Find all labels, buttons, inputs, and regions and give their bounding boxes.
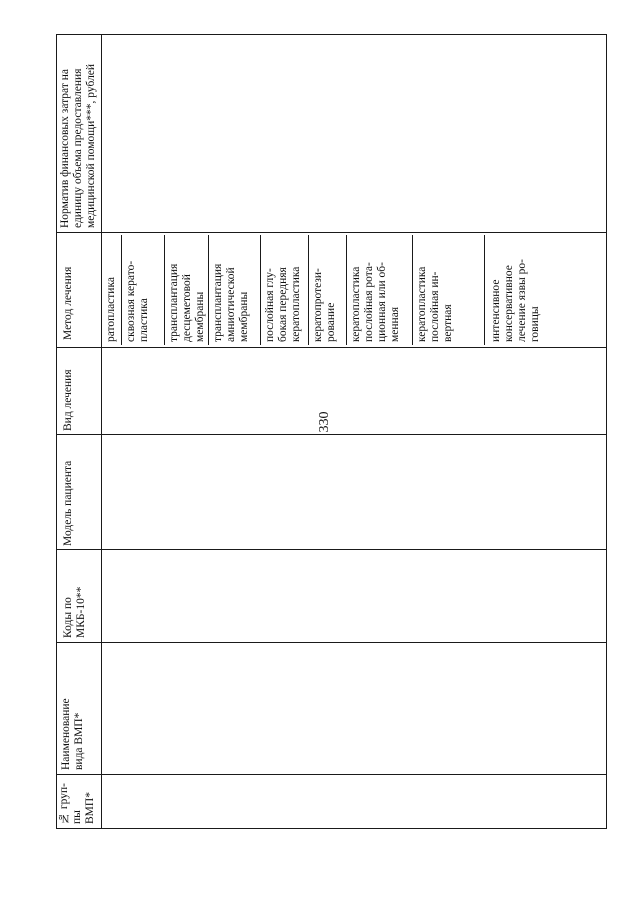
col-separator-4 (56, 549, 607, 550)
method-item: интенсивное консервативное лечение язвы ро- говицы (490, 259, 541, 342)
col-separator-3 (56, 434, 607, 435)
method-item: сквозная керато- пластика (125, 260, 150, 342)
table-border-right (606, 34, 607, 829)
method-item: кератопластика послойная ин- вертная (416, 266, 454, 342)
col-separator-5 (56, 642, 607, 643)
header-vmp-name: Наименование вида ВМП* (60, 698, 85, 770)
method-item: трансплантация амниотической мембраны (212, 263, 250, 342)
method-cell-border (164, 235, 165, 345)
col-separator-6 (56, 774, 607, 775)
method-item: кератопротези- рование (312, 268, 337, 342)
header-cost-standard: Норматив финансовых затрат на единицу объема предоставления медицинской помощи***, рублей (59, 63, 97, 228)
header-icd-codes: Коды по МКБ-10** (62, 586, 87, 638)
header-patient-model: Модель пациента (62, 460, 74, 546)
method-item: ратопластика (105, 277, 117, 342)
method-cell-border (308, 235, 309, 345)
page-number: 330 (317, 411, 332, 433)
method-cell-border (346, 235, 347, 345)
method-item: послойная глу- бокая передняя кератопластика (264, 266, 302, 342)
table-border-left (56, 34, 57, 829)
header-treatment-method: Метод лечения (62, 266, 74, 340)
method-cell-border (208, 235, 209, 345)
method-item: трансплантация десцеметовой мембраны (168, 263, 206, 342)
header-separator (101, 34, 102, 829)
method-cell-border (412, 235, 413, 345)
method-cell-border (484, 235, 485, 345)
method-cell-border (260, 235, 261, 345)
header-group-no: № груп- пы ВМП* (58, 783, 96, 824)
treatment-table (56, 34, 607, 829)
col-separator-1 (56, 232, 607, 233)
method-cell-border (121, 235, 122, 345)
method-item: кератопластика послойная рота- ционная или об- менная (350, 262, 401, 342)
col-separator-2 (56, 347, 607, 348)
table-border-bottom (56, 828, 607, 829)
header-treatment-type: Вид лечения (62, 369, 74, 431)
table-border-top (56, 34, 607, 35)
